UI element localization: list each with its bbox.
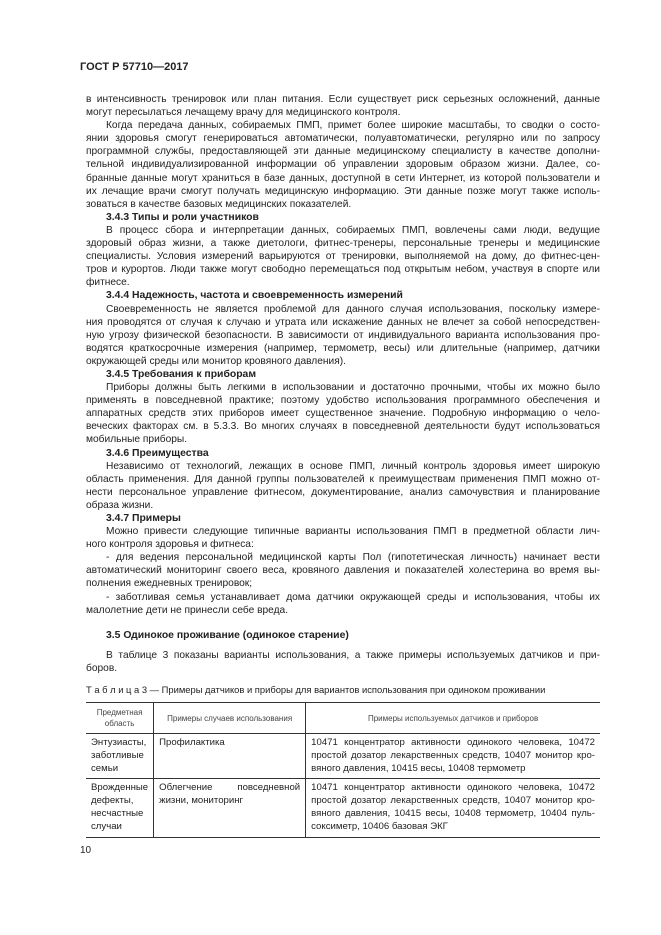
text-line: программной службы, предоставляющей эти данные медицинскому специалисту в качестве дополни- — [86, 146, 600, 158]
document-header: ГОСТ Р 57710—2017 — [80, 61, 189, 73]
paragraph — [86, 525, 600, 551]
table-caption: Т а б л и ц а 3 — Примеры датчиков и приборы для вариантов использования при одиноком проживании — [86, 684, 546, 696]
text-line: бранные данные могут храниться в базе данных, доступной в сети Интернет, из которой пользователи и — [86, 172, 600, 184]
table-cell: Врожденные дефекты, несчастные случаи — [86, 779, 154, 837]
list-item — [86, 591, 600, 617]
table-cell: 10471 концентратор активности одинокого человека, 10472 простой дозатор лекарственных средств, 10407 монитор кро-вяного давления, 10415 весы, 10408 термометр, 10404 пуль-соксиметр, 10406 базовая ЭКГ — [306, 779, 600, 837]
paragraph — [86, 119, 600, 211]
text-line: их лечащие врачи смогут получать медицинскую информацию. Эти данные позже могут также исполь- — [86, 185, 600, 197]
text-line: тельной индивидуализированной информации об управлении здоровым образом жизни. Далее, со- — [86, 159, 600, 171]
paragraph — [86, 381, 600, 446]
section-heading-3-4-4: 3.4.4 Надежность, частота и своевременность измерений — [106, 290, 403, 302]
text-line: водятся краткосрочные измерения (например, термометр, весы) или длительные (например, датчики — [86, 342, 600, 354]
column-header: Примеры случаев использования — [154, 703, 306, 734]
text-line: применять в повседневной практике; поэтому удобство использования программного обеспечения и — [86, 395, 600, 407]
text-line: автоматический мониторинг своего веса, кровяного давления и показателей холестерина во время вы- — [86, 565, 600, 577]
column-header: Предметная область — [86, 703, 154, 734]
section-heading-3-5: 3.5 Одинокое проживание (одинокое старение) — [106, 629, 349, 641]
section-heading-3-4-6: 3.4.6 Преимущества — [106, 447, 209, 459]
text-line: - для ведения персональной медицинской карты Пол (гипотетическая личность) начинает вести — [106, 552, 600, 564]
table-cell: Профилактика — [154, 734, 306, 779]
text-line: В процесс сбора и интерпретации данных, собираемых ПМП, вовлечены сами люди, ведущие — [106, 224, 600, 236]
text-line: В таблице 3 показаны варианты использования, а также примеры используемых датчиков и при- — [106, 649, 600, 661]
list-item — [86, 551, 600, 590]
text-line: малолетние дети не принесли себе вреда. — [86, 604, 289, 616]
table-row — [86, 779, 600, 837]
section-heading-3-4-3: 3.4.3 Типы и роли участников — [106, 211, 259, 223]
sensors-table — [86, 702, 600, 838]
text-line: аппаратных средств этих приборов имеет существенное значение. Подробную информацию о чело- — [86, 408, 600, 420]
text-line: веческих факторах см. в 5.3.3. Во многих случаях в повседневной деятельности будут использоваться — [86, 421, 600, 433]
text-line: в интенсивность тренировок или план питания. Если существует риск серьезных осложнений, данные — [86, 94, 600, 105]
table-row — [86, 734, 600, 779]
text-line: могут пересылаться лечащему врачу для медицинского контроля. — [86, 107, 401, 119]
text-line: - заботливая семья устанавливает дома датчики окружающей среды и использования, чтобы их — [106, 591, 600, 603]
text-line: Приборы должны быть легкими в использовании и достаточно прочными, чтобы их можно было — [106, 382, 600, 394]
text-line: образа жизни. — [86, 499, 154, 511]
table-cell: Энтузиасты, заботливые семьи — [86, 734, 154, 779]
text-line: янии здоровья смогут генерироваться автоматически, полуавтоматически, регулярно или по запросу — [86, 133, 600, 145]
paragraph — [86, 224, 600, 289]
section-heading-3-4-5: 3.4.5 Требования к приборам — [106, 368, 257, 380]
text-line: зоваться в качестве базовых медицинских показателей. — [86, 198, 352, 210]
text-line: мобильные приборы. — [86, 434, 188, 446]
text-line: нести персональное управление фитнесом, документирование, анализ самочувствия и планирование — [86, 486, 600, 498]
text-line: Можно привести следующие типичные варианты использования ПМП в предметной области лич- — [106, 526, 600, 538]
text-line: фитнесе. — [86, 277, 130, 289]
page-number: 10 — [80, 845, 92, 856]
text-line: Своевременность не является проблемой для данного случая использования, поскольку измере- — [106, 303, 600, 315]
text-line: полнения ежедневных тренировок; — [86, 578, 253, 590]
paragraph — [86, 93, 600, 119]
text-line: ния проводятся от случая к случаю и утрата или искажение данных не влечет за собой непосредствен- — [86, 316, 600, 328]
text-line: ную угрозу физической безопасности. В зависимости от индивидуального варианта использования про- — [86, 329, 600, 341]
text-line: окружающей среды или монитор кровяного давления). — [86, 355, 346, 367]
text-line: Когда передача данных, собираемых ПМП, примет более широкие масштабы, то сводки о состо- — [106, 120, 600, 132]
table-cell: 10471 концентратор активности одинокого человека, 10472 простой дозатор лекарственных средств, 10407 монитор кро-вяного давления, 10415 весы, 10408 термометр — [306, 734, 600, 779]
document-body — [86, 93, 600, 838]
text-line: ного контроля здоровья и фитнеса: — [86, 539, 254, 551]
text-line: здоровый образ жизни, а также диетологи, фитнес-тренеры, персональные тренеры и медицинские — [86, 238, 600, 250]
table-cell: Облегчение повседневной жизни, мониторинг — [154, 779, 306, 837]
table-header-row — [86, 703, 600, 734]
text-line: специалисты. Условия измерений варьируются от тренировки, выполняемой на дому, до фитнес-цен- — [86, 251, 600, 263]
paragraph — [86, 649, 600, 675]
paragraph — [86, 460, 600, 512]
text-line: тров и курортов. Люди также могут свободно перемещаться под открытым небом, участвуя в спорте или — [86, 264, 600, 276]
paragraph — [86, 303, 600, 368]
text-line: боров. — [86, 662, 118, 674]
text-line: область применения. Для данной группы пользователей к преимуществам применения ПМП можно от- — [86, 473, 600, 485]
column-header: Примеры используемых датчиков и приборов — [306, 703, 600, 734]
section-heading-3-4-7: 3.4.7 Примеры — [106, 513, 181, 524]
text-line: Независимо от технологий, лежащих в основе ПМП, личный контроль здоровья имеет широкую — [106, 460, 600, 472]
